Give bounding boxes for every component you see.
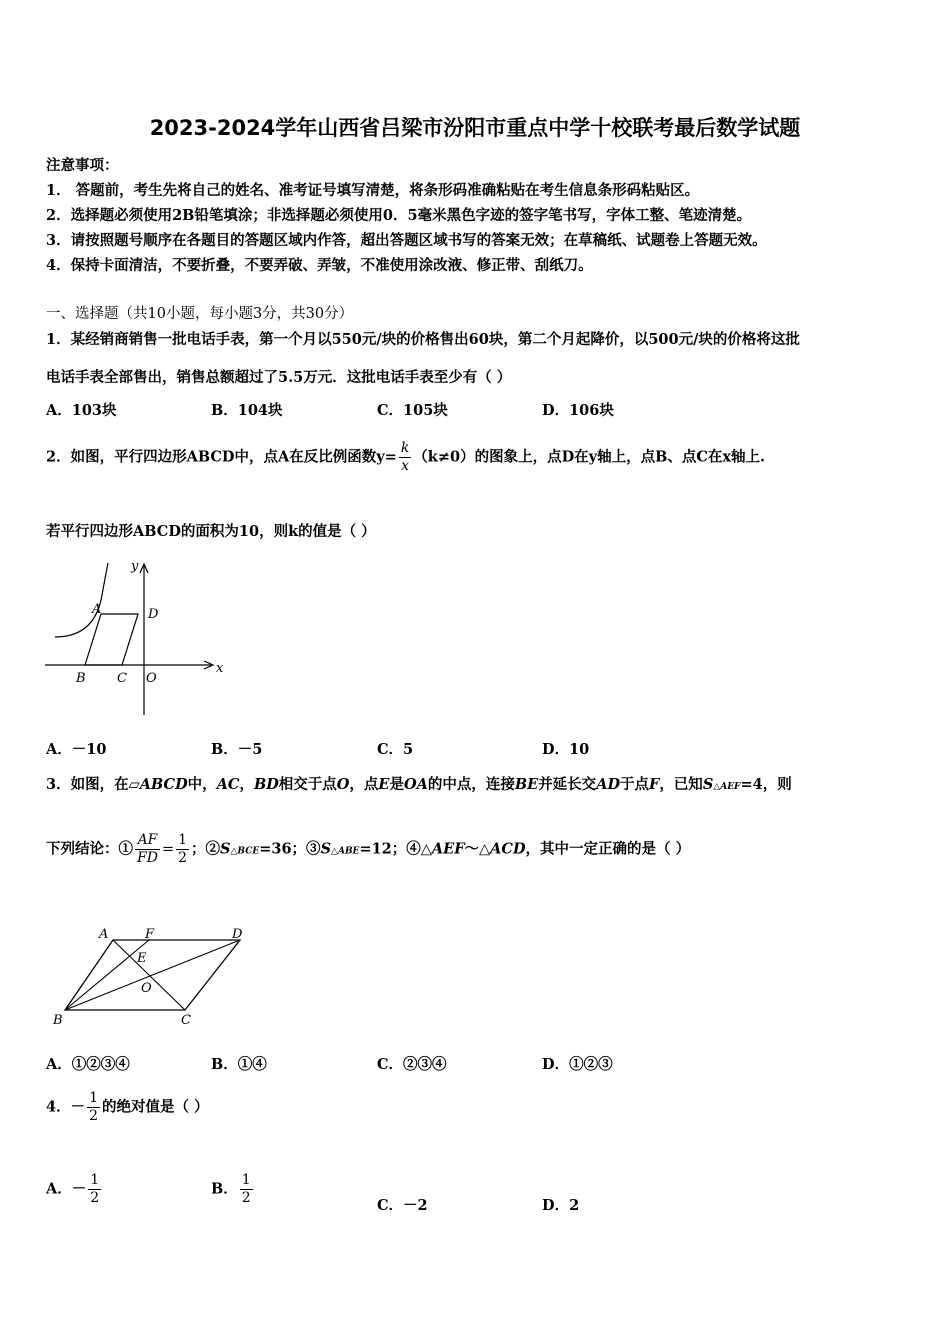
- label-y: y: [131, 559, 139, 574]
- notice-heading: 注意事项：: [46, 157, 119, 174]
- q3-frac1-den: FD: [137, 850, 158, 866]
- q3-l2-pre: 下列结论：①: [46, 840, 133, 858]
- q3-sub-abe: △ABE: [331, 846, 360, 857]
- q3-frac1-num: AF: [135, 832, 160, 850]
- diagonal-bd: [65, 940, 240, 1010]
- q3-l1-h: O: [336, 776, 350, 793]
- label-b: B: [76, 671, 86, 686]
- q3-l1-d: AC: [216, 776, 240, 793]
- q3-l2-h: ，其中一定正确的是（ ）: [525, 840, 691, 858]
- q1-line1: 1．某经销商销售一批电话手表，第一个月以550元/块的价格售出60块，第二个月起降价，以500元/块的价格将这批: [46, 331, 800, 348]
- q3-l1-n: BE: [514, 776, 539, 793]
- q3-s-abe: S: [320, 840, 332, 858]
- q3-l1-e: ，: [239, 776, 254, 793]
- q4-option-b: [211, 1172, 255, 1207]
- q3-option-b: B．①④: [211, 1056, 267, 1073]
- parallelogram-abcd: [85, 614, 138, 665]
- q4-option-b-den: 2: [241, 1190, 251, 1206]
- q3-l1-r: F: [649, 776, 660, 793]
- q3-l2-g: ACD: [490, 840, 526, 858]
- q4-option-b-label: B．: [211, 1180, 238, 1198]
- q4-option-a-fraction: [88, 1172, 101, 1207]
- q4-post: 的绝对值是（ ）: [102, 1098, 209, 1116]
- q3-eq: =: [161, 841, 175, 858]
- q1-option-b: B．104块: [211, 402, 283, 419]
- q3-l1-s: ，已知: [659, 776, 703, 793]
- q3-frac2-den: 2: [178, 850, 188, 866]
- q2-frac-num: k: [400, 440, 410, 456]
- q3-l1-p: AD: [596, 776, 621, 793]
- q3-l1-k: 是: [389, 776, 404, 793]
- notice-item-2: 2．选择题必须使用2B铅笔填涂；非选择题必须使用0．5毫米黑色字迹的签字笔书写，字体工整、笔迹清楚。: [46, 207, 752, 224]
- q2-text-post: （k≠0）的图象上，点D在y轴上，点B、点C在x轴上.: [413, 448, 766, 466]
- q4-option-a-num: 1: [90, 1172, 100, 1188]
- q3-l2-b: ；②: [191, 840, 221, 858]
- label-d: D: [232, 927, 243, 942]
- label-o: O: [146, 671, 157, 686]
- q3-l1-j: E: [378, 776, 390, 793]
- q3-l2-f: ～△: [464, 840, 491, 858]
- q3-l2-d: =12；④△: [359, 840, 432, 858]
- hyperbola-curve: [55, 563, 108, 637]
- q3-l1-o: 并延长交: [538, 776, 597, 793]
- q1-option-a: A．103块: [46, 402, 117, 419]
- q3-l1-c: 中，: [187, 776, 217, 793]
- q3-area-sub-aef: △AEF: [713, 782, 741, 792]
- q2-option-a: A．－10: [46, 741, 107, 758]
- label-o: O: [141, 981, 152, 996]
- q3-option-c: C．②③④: [377, 1056, 447, 1073]
- q1-option-d: D．106块: [542, 402, 614, 419]
- q2-text-pre: 2．如图，平行四边形ABCD中，点A在反比例函数y=: [46, 448, 397, 466]
- q3-figure: [45, 920, 255, 1035]
- q3-sub-bce: △BCE: [230, 846, 260, 857]
- q4-pre: 4．－: [46, 1098, 86, 1116]
- q4-option-b-num: 1: [241, 1172, 251, 1188]
- q2-fraction: [399, 440, 411, 475]
- q3-line2: [46, 832, 690, 867]
- q3-l1-f: BD: [253, 776, 279, 793]
- q3-l1-l: OA: [403, 776, 428, 793]
- diagonal-ac: [113, 940, 185, 1010]
- q2-frac-den: x: [401, 458, 409, 474]
- q1-line2: 电话手表全部售出，销售总额超过了5.5万元．这批电话手表至少有（ ）: [46, 369, 512, 386]
- q4-option-b-fraction: [240, 1172, 253, 1207]
- label-x: x: [216, 661, 224, 676]
- q1-option-c: C．105块: [377, 402, 448, 419]
- q3-fraction-af-fd: [135, 832, 160, 867]
- q3-line1: [46, 773, 792, 794]
- label-d: D: [148, 607, 159, 622]
- q3-l1-i: ，点: [349, 776, 379, 793]
- q4-frac-num: 1: [89, 1090, 99, 1106]
- section-heading: 一、选择题（共10小题，每小题3分，共30分）: [46, 306, 354, 322]
- q2-figure: [40, 555, 240, 720]
- q2-option-c: C．5: [377, 741, 414, 758]
- q3-fraction-half: [176, 832, 189, 867]
- q3-l1-a: 3．如图，在▱: [46, 776, 140, 793]
- q4-fraction: [87, 1090, 100, 1125]
- q3-l2-c: =36；③: [259, 840, 321, 858]
- q3-l1-m: 的中点，连接: [427, 776, 515, 793]
- q3-l1-q: 于点: [620, 776, 650, 793]
- q3-l2-e: AEF: [431, 840, 465, 858]
- q2-option-d: D．10: [542, 741, 590, 758]
- q4-line: [46, 1090, 209, 1125]
- label-f: F: [145, 927, 155, 942]
- notice-item-4: 4．保持卡面清洁，不要折叠，不要弄破、弄皱，不准使用涂改液、修正带、刮纸刀。: [46, 257, 593, 274]
- q3-area-s: S: [702, 776, 714, 793]
- q3-option-d: D．①②③: [542, 1056, 613, 1073]
- label-c: C: [117, 671, 127, 686]
- q3-l1-t: =4，则: [740, 776, 792, 793]
- q2-option-b: B．－5: [211, 741, 263, 758]
- q3-frac2-num: 1: [178, 832, 188, 848]
- notice-item-3: 3．请按照题号顺序在各题目的答题区域内作答，超出答题区域书写的答案无效；在草稿纸、试题卷上答题无效。: [46, 232, 767, 249]
- q4-frac-den: 2: [89, 1108, 99, 1124]
- notice-item-1: 1． 答题前，考生先将自己的姓名、准考证号填写清楚，将条形码准确粘贴在考生信息条形码粘贴区。: [46, 182, 700, 199]
- q3-s-bce: S: [220, 840, 231, 858]
- q4-option-a: [46, 1172, 103, 1207]
- q2-line2: 若平行四边形ABCD的面积为10，则k的值是（ ）: [46, 523, 376, 540]
- q4-option-d: D．2: [542, 1197, 580, 1214]
- q4-option-a-den: 2: [90, 1190, 100, 1206]
- q4-option-c: C．－2: [377, 1197, 428, 1214]
- q4-option-a-label: A．－: [46, 1180, 87, 1198]
- label-a: A: [99, 927, 109, 942]
- label-b: B: [53, 1013, 63, 1028]
- page-title: 2023-2024学年山西省吕梁市汾阳市重点中学十校联考最后数学试题: [149, 116, 801, 140]
- label-c: C: [181, 1013, 191, 1028]
- q3-l1-g: 相交于点: [278, 776, 337, 793]
- label-a: A: [92, 602, 102, 617]
- q2-line1: [46, 440, 765, 475]
- label-e: E: [137, 951, 147, 966]
- q3-option-a: A．①②③④: [46, 1056, 130, 1073]
- q3-l1-b: ABCD: [139, 776, 188, 793]
